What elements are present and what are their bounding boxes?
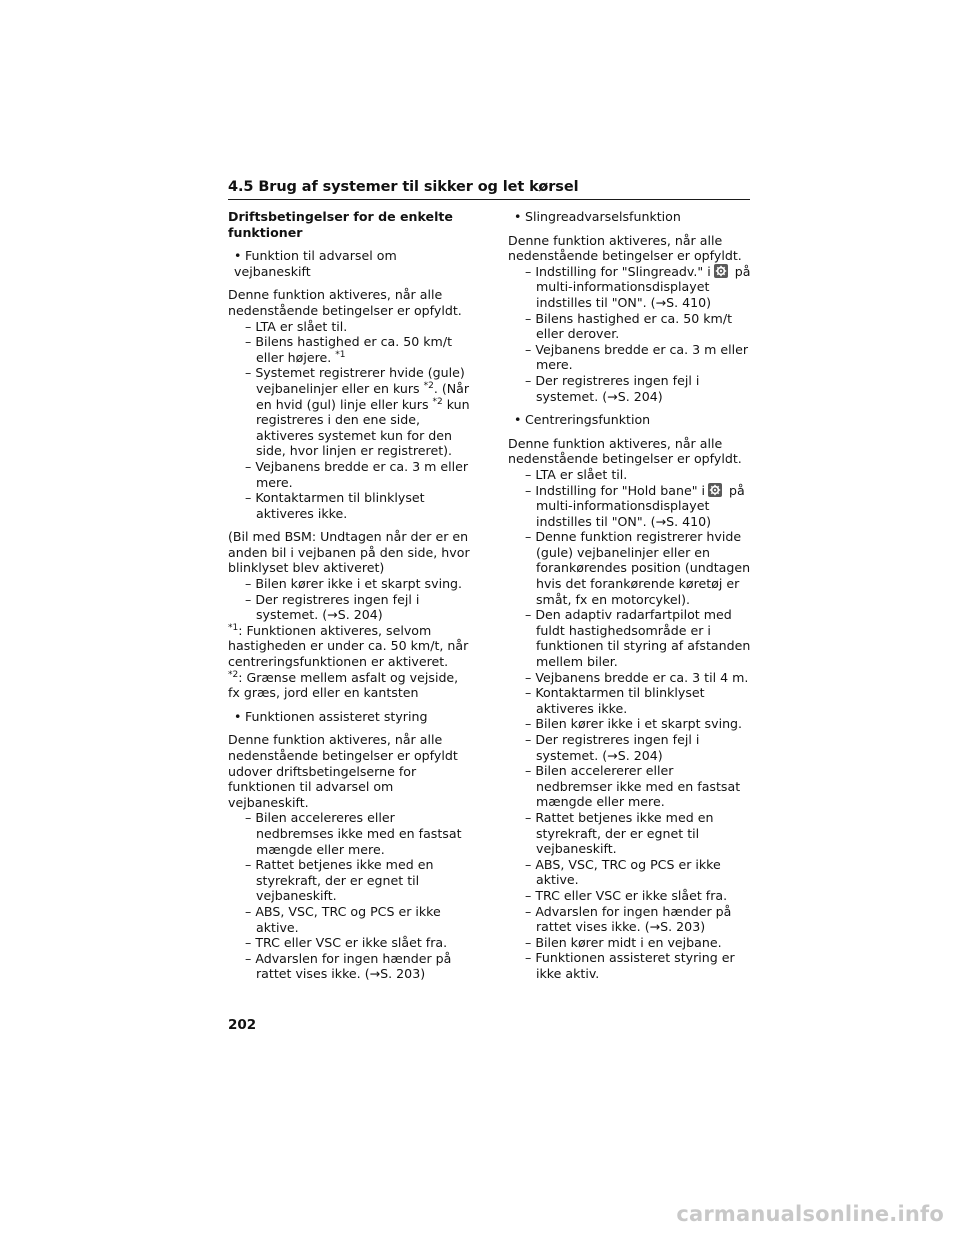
- bullet-item: [228, 248, 471, 279]
- section-header: 4.5 Brug af systemer til sikker og let kørsel: [228, 179, 579, 195]
- condition-text: Der registreres ingen fejl i systemet.: [535, 372, 700, 404]
- footnote-marker: *2: [423, 380, 434, 391]
- condition-text: Bilens hastighed er ca. 50 km/t eller derover.: [535, 310, 733, 342]
- condition-item: – Bilen kører ikke i et skarpt sving.: [245, 576, 463, 592]
- condition-text: Indstilling for "Hold bane" i: [535, 482, 705, 498]
- right-column: [508, 209, 751, 982]
- condition-item: – Denne funktion registrerer hvide (gule) vejbanelinjer eller en forankørendes position (undtagen hvis det forankørende køretøj er småt, fx en motorcykel).: [525, 529, 751, 607]
- page-number: 202: [228, 1017, 257, 1033]
- page-reference: (→S. 203): [364, 966, 426, 982]
- bullet-label: Slingreadvarselsfunktion: [525, 209, 681, 224]
- condition-text: . (Når en hvid (gul) linje eller kurs: [256, 380, 470, 412]
- condition-text: Indstilling for "Slingreadv." i: [535, 263, 711, 279]
- condition-item: – TRC eller VSC er ikke slået fra.: [525, 887, 728, 903]
- page-reference: (→S. 410): [650, 294, 712, 310]
- condition-item: – Bilens hastighed er ca. 50 km/t eller derover.: [525, 310, 733, 342]
- page-reference: (→S. 203): [644, 919, 706, 935]
- bullet-icon: •: [234, 248, 242, 264]
- footnote: [228, 623, 471, 670]
- bullet-icon: •: [514, 209, 522, 224]
- condition-text: LTA er slået til.: [255, 318, 348, 334]
- condition-item: – Rattet betjenes ikke med en styrekraft, der er egnet til vejbaneskift.: [245, 857, 434, 904]
- bullet-icon: •: [234, 708, 242, 724]
- condition-item: – Kontaktarmen til blinklyset aktiveres ikke.: [245, 490, 425, 521]
- condition-text: Rattet betjenes ikke med en styrekraft, der er egnet til vejbaneskift.: [535, 809, 714, 857]
- header-divider: [228, 199, 750, 200]
- paragraph: Denne funktion aktiveres, når alle nedenstående betingelser er opfyldt.: [508, 435, 742, 467]
- condition-item: – Kontaktarmen til blinklyset aktiveres ikke.: [525, 685, 705, 716]
- condition-text: Vejbanens bredde er ca. 3 til 4 m.: [535, 669, 749, 685]
- left-column: [228, 209, 471, 982]
- condition-text: Den adaptiv radarfartpilot med fuldt hastighedsområde er i funktionen til styring af afstanden mellem biler.: [535, 607, 751, 670]
- condition-item: – ABS, VSC, TRC og PCS er ikke aktive.: [525, 856, 721, 888]
- condition-text: ABS, VSC, TRC og PCS er ikke aktive.: [535, 856, 721, 888]
- footnote-marker: *1: [335, 349, 346, 360]
- footnote-marker: *2: [228, 669, 239, 680]
- condition-item: – Vejbanens bredde er ca. 3 m eller mere.: [525, 341, 749, 373]
- condition-item: – Bilens hastighed er ca. 50 km/t eller højere. $^{*1}$: [245, 334, 453, 365]
- condition-text: TRC eller VSC er ikke slået fra.: [255, 935, 448, 951]
- condition-text: ABS, VSC, TRC og PCS er ikke aktive.: [255, 903, 441, 935]
- condition-text: på multi-informationsdisplayet indstilles til "ON".: [536, 482, 745, 529]
- page-reference: (→S. 204): [602, 388, 663, 404]
- bullet-item: [508, 209, 751, 225]
- paragraph: Denne funktion aktiveres, når alle nedenstående betingelser er opfyldt udover driftsbetingelserne for funktionen til advarsel om vejbaneskift.: [228, 732, 458, 810]
- condition-item: – Funktionen assisteret styring er ikke aktiv.: [525, 950, 735, 981]
- condition-item: – LTA er slået til.: [245, 318, 348, 334]
- condition-item: – Vejbanens bredde er ca. 3 m eller mere.: [245, 458, 469, 490]
- condition-item: – Indstilling for "Slingreadv." i på multi-informationsdisplayet indstilles til "ON". (→S. 410): [525, 263, 751, 310]
- condition-text: Bilen kører ikke i et skarpt sving.: [535, 716, 743, 732]
- page-reference: (→S. 410): [650, 513, 712, 529]
- condition-text: Bilens hastighed er ca. 50 km/t eller højere.: [255, 334, 453, 365]
- condition-text: Funktionen assisteret styring er ikke aktiv.: [535, 950, 735, 981]
- condition-item: – Der registreres ingen fejl i systemet. (→S. 204): [245, 591, 420, 623]
- condition-text: Kontaktarmen til blinklyset aktiveres ikke.: [255, 490, 425, 521]
- watermark: carmanualsonline.info: [676, 1202, 944, 1226]
- bullet-label: Funktionen assisteret styring: [245, 708, 428, 724]
- condition-text: Vejbanens bredde er ca. 3 m eller mere.: [255, 458, 469, 490]
- paragraph: Denne funktion aktiveres, når alle nedenstående betingelser er opfyldt.: [228, 287, 462, 318]
- footnote-text: : Grænse mellem asfalt og vejside, fx græs, jord eller en kantsten: [228, 669, 459, 701]
- condition-text: Bilen kører midt i en vejbane.: [535, 934, 722, 950]
- footnote-text: : Funktionen aktiveres, selvom hastigheden er under ca. 50 km/t, når centreringsfunktionen er aktiveret.: [228, 622, 469, 670]
- condition-text: på multi-informationsdisplayet indstilles til "ON".: [536, 263, 751, 310]
- condition-text: Rattet betjenes ikke med en styrekraft, der er egnet til vejbaneskift.: [255, 857, 434, 904]
- condition-text: Bilen accelereres eller nedbremses ikke med en fastsat mængde eller mere.: [255, 810, 462, 857]
- condition-item: – Rattet betjenes ikke med en styrekraft, der er egnet til vejbaneskift.: [525, 809, 714, 857]
- condition-text: Bilen accelererer eller nedbremser ikke med en fastsat mængde eller mere.: [535, 763, 741, 810]
- condition-text: Kontaktarmen til blinklyset aktiveres ikke.: [535, 685, 705, 716]
- condition-text: Advarslen for ingen hænder på rattet vises ikke.: [535, 903, 732, 935]
- condition-text: Der registreres ingen fejl i systemet.: [535, 732, 700, 763]
- footnote: [228, 670, 471, 701]
- condition-item: – Den adaptiv radarfartpilot med fuldt hastighedsområde er i funktionen til styring af afstanden mellem biler.: [525, 607, 751, 670]
- page-reference: (→S. 204): [602, 747, 663, 763]
- settings-gear-icon: [714, 264, 728, 278]
- condition-item: – Bilen kører ikke i et skarpt sving.: [525, 716, 743, 732]
- condition-text: TRC eller VSC er ikke slået fra.: [535, 887, 728, 903]
- bullet-item: [228, 709, 471, 725]
- condition-item: – TRC eller VSC er ikke slået fra.: [245, 935, 448, 951]
- condition-text: Advarslen for ingen hænder på rattet vises ikke.: [255, 950, 452, 982]
- settings-gear-icon: [708, 483, 722, 497]
- footnote-marker: *2: [432, 396, 443, 407]
- paragraph: (Bil med BSM: Undtagen når der er en anden bil i vejbanen på den side, hvor blinklyset blev aktiveret): [228, 529, 470, 576]
- condition-item: – Advarslen for ingen hænder på rattet vises ikke. (→S. 203): [525, 903, 732, 935]
- bullet-label: Funktion til advarsel om vejbaneskift: [234, 248, 397, 279]
- condition-item: – Indstilling for "Hold bane" i på multi-informationsdisplayet indstilles til "ON". (→S. 410): [525, 482, 745, 529]
- bullet-label: Centreringsfunktion: [525, 412, 651, 428]
- condition-text: LTA er slået til.: [535, 466, 628, 482]
- paragraph: Denne funktion aktiveres, når alle nedenstående betingelser er opfyldt.: [508, 232, 742, 264]
- bullet-item: [508, 412, 751, 428]
- condition-item: – Bilen kører midt i en vejbane.: [525, 934, 722, 950]
- page-reference: (→S. 204): [322, 607, 383, 623]
- condition-text: Denne funktion registrerer hvide (gule) vejbanelinjer eller en forankørendes position (undtagen hvis det forankørende køretøj er småt, fx en motorcykel).: [535, 529, 751, 607]
- bullet-icon: •: [514, 412, 522, 428]
- condition-text: kun registreres i den ene side, aktiveres systemet kun for den side, hvor linjen er registreret).: [256, 396, 470, 459]
- section-heading: Driftsbetingelser for de enkelte funktioner: [228, 209, 453, 240]
- condition-item: – LTA er slået til.: [525, 466, 628, 482]
- condition-text: Vejbanens bredde er ca. 3 m eller mere.: [535, 341, 749, 373]
- condition-item: – Bilen accelererer eller nedbremser ikke med en fastsat mængde eller mere.: [525, 763, 741, 810]
- condition-item: – Advarslen for ingen hænder på rattet vises ikke. (→S. 203): [245, 950, 452, 982]
- condition-item: – Der registreres ingen fejl i systemet. (→S. 204): [525, 732, 700, 763]
- condition-item: – Bilen accelereres eller nedbremses ikke med en fastsat mængde eller mere.: [245, 810, 462, 857]
- condition-item: – ABS, VSC, TRC og PCS er ikke aktive.: [245, 903, 441, 935]
- condition-text: Bilen kører ikke i et skarpt sving.: [255, 576, 463, 592]
- condition-item: – Vejbanens bredde er ca. 3 til 4 m.: [525, 669, 749, 685]
- condition-item: – Systemet registrerer hvide (gule) vejbanelinjer eller en kurs $^{*2}$. (Når en hvid (gul) linje eller kurs $^{*2}$ kun registreres i den ene side, aktiveres systemet kun for den side, hvor linjen er registreret).: [245, 365, 470, 459]
- condition-text: Systemet registrerer hvide (gule) vejbanelinjer eller en kurs: [255, 365, 465, 396]
- footnote-marker: *1: [228, 622, 239, 633]
- condition-text: Der registreres ingen fejl i systemet.: [255, 591, 420, 623]
- condition-item: – Der registreres ingen fejl i systemet. (→S. 204): [525, 372, 700, 404]
